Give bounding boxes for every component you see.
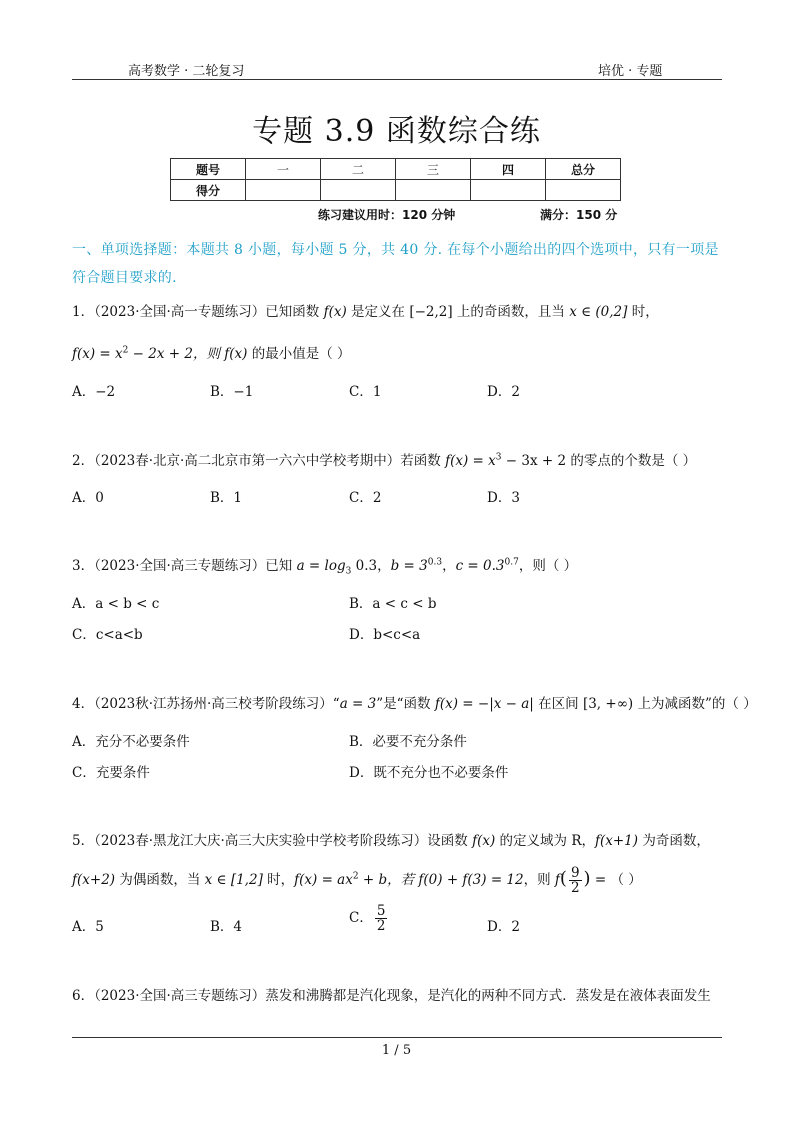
q5-option-c-label: C． <box>349 910 373 926</box>
q5-math: f <box>554 872 560 888</box>
q2-sup: 3 <box>495 452 502 463</box>
q1-math: x ∈ (0,2] <box>569 304 628 320</box>
q2-option-c[interactable]: C．2 <box>349 490 382 506</box>
q3-option-a[interactable]: A．a < b < c <box>72 596 160 612</box>
q1-option-c[interactable]: C．1 <box>349 384 382 400</box>
q3-math: b = 3 <box>390 558 428 574</box>
q5-option-c-fraction <box>375 904 388 933</box>
q4-text: 在区间 [3, +∞) 上为减函数”的（ ） <box>533 696 757 712</box>
q1-option-a[interactable]: A．−2 <box>72 384 116 400</box>
q4-text: 4．（2023秋·江苏扬州·高三校考阶段练习）“ <box>72 696 340 712</box>
header-rule <box>72 79 722 80</box>
q5-text: 的定义域为 R， <box>495 833 595 849</box>
q3-sub: 3 <box>345 566 352 577</box>
q5-paren: ) <box>583 868 591 889</box>
question-3 <box>72 554 577 577</box>
fraction-denominator: 2 <box>570 880 580 896</box>
header-left: 高考数学 · 二轮复习 <box>128 64 245 79</box>
q5-text: 时， <box>262 872 295 888</box>
question-1-line-2 <box>72 342 351 362</box>
fraction-numerator: 5 <box>376 903 386 919</box>
q5-text: 为奇函数， <box>638 833 710 849</box>
q4-option-c[interactable]: C．充要条件 <box>72 765 150 781</box>
q5-text: 5．（2023春·黑龙江大庆·高三大庆实验中学校考阶段练习）设函数 <box>72 833 473 849</box>
fraction-numerator: 9 <box>570 865 580 881</box>
q5-math: f(0) + f(3) = 12 <box>418 872 524 888</box>
q2-math: f(x) = x <box>445 453 496 469</box>
score-cell[interactable] <box>471 180 546 201</box>
q1-math: f(x) <box>224 346 248 362</box>
score-cell: 题号 <box>171 159 246 180</box>
q2-text: 2．（2023春·北京·高二北京市第一六六中学校考期中）若函数 <box>72 453 446 469</box>
q4-text: ”是“函数 <box>376 696 435 712</box>
score-cell: 一 <box>246 159 321 180</box>
q5-math: f(x+1) <box>594 833 639 849</box>
q5-sup: 2 <box>352 871 359 882</box>
q3-text: 3．（2023·全国·高三专题练习）已知 <box>72 558 297 574</box>
footer-rule <box>72 1037 722 1038</box>
score-cell: 三 <box>396 159 471 180</box>
q4-option-a[interactable]: A．充分不必要条件 <box>72 734 190 750</box>
q5-math: f(x) = ax <box>294 872 353 888</box>
q1-text: 是定义在 [−2,2] 上的奇函数，且当 <box>346 304 570 320</box>
q2-text: − 3x + 2 的零点的个数是（ ） <box>501 453 697 469</box>
q1-text: 时， <box>627 304 659 320</box>
score-table <box>170 158 621 201</box>
q3-option-d[interactable]: D．b<c<a <box>349 627 421 643</box>
score-cell: 二 <box>321 159 396 180</box>
q3-math: c = 0.3 <box>455 558 505 574</box>
q4-math: a = 3 <box>339 696 377 712</box>
question-5-line-1 <box>72 829 710 849</box>
score-cell[interactable] <box>321 180 396 201</box>
q1-math: f(x) <box>323 304 347 320</box>
section-heading: 一、单项选择题：本题共 8 小题，每小题 5 分，共 40 分. 在每个小题给出的四个选项中，只有一项是符合题目要求的. <box>72 242 719 286</box>
score-cell[interactable] <box>396 180 471 201</box>
q5-option-a[interactable]: A．5 <box>72 919 104 935</box>
score-note: 满分：150 分 <box>540 208 618 222</box>
q5-option-c[interactable] <box>349 904 389 933</box>
q2-option-b[interactable]: B．1 <box>210 490 243 506</box>
q5-text: = （ ） <box>590 872 642 888</box>
q3-math: a = log <box>296 558 346 574</box>
q3-sup: 0.3 <box>427 557 443 568</box>
q2-option-d[interactable]: D．3 <box>487 490 520 506</box>
score-table-header-row <box>171 159 621 180</box>
q5-text: 为偶函数，当 <box>115 872 205 888</box>
q5-option-b[interactable]: B．4 <box>210 919 243 935</box>
q5-math: f(x) <box>472 833 496 849</box>
score-cell[interactable] <box>246 180 321 201</box>
page-title: 专题 3.9 函数综合练 <box>252 114 541 149</box>
q1-math: f(x) = x <box>72 346 123 362</box>
q5-math: + b，若 <box>358 872 419 888</box>
question-2 <box>72 449 696 469</box>
q5-option-d[interactable]: D．2 <box>487 919 520 935</box>
q5-math: f(x+2) <box>72 872 116 888</box>
q1-text: 的最小值是（ ） <box>247 346 351 362</box>
header-right: 培优 · 专题 <box>598 64 663 79</box>
score-cell: 得分 <box>171 180 246 201</box>
q3-sup: 0.7 <box>504 557 519 568</box>
question-1-line-1 <box>72 300 659 320</box>
q4-math: f(x) = −|x − a| <box>434 696 534 712</box>
question-6: 6．（2023·全国·高三专题练习）蒸发和沸腾都是汽化现象，是汽化的两种不同方式．蒸发是在液体表面发生 <box>72 988 711 1004</box>
q4-option-d[interactable]: D．既不充分也不必要条件 <box>349 765 509 781</box>
q1-text: 1．（2023·全国·高一专题练习）已知函数 <box>72 304 324 320</box>
q2-option-a[interactable]: A．0 <box>72 490 104 506</box>
q3-text: ， <box>442 558 456 574</box>
q1-option-d[interactable]: D．2 <box>487 384 520 400</box>
question-5-line-2 <box>72 866 642 895</box>
q1-sup: 2 <box>122 345 129 356</box>
score-table-score-row <box>171 180 621 201</box>
q3-text: 0.3， <box>351 558 391 574</box>
q5-paren: ( <box>559 868 567 889</box>
score-cell: 总分 <box>546 159 621 180</box>
q5-text: ，则 <box>523 872 555 888</box>
q5-fraction <box>569 866 582 895</box>
q3-option-b[interactable]: B．a < c < b <box>349 596 437 612</box>
fraction-denominator: 2 <box>376 918 386 934</box>
score-cell: 四 <box>471 159 546 180</box>
q1-option-b[interactable]: B．−1 <box>210 384 254 400</box>
score-cell[interactable] <box>546 180 621 201</box>
q3-text: ，则（ ） <box>518 558 578 574</box>
page-number: 1 / 5 <box>381 1043 412 1058</box>
q5-math: x ∈ [1,2] <box>204 872 263 888</box>
question-4 <box>72 692 757 712</box>
q1-math: − 2x + 2，则 <box>128 346 225 362</box>
q4-option-b[interactable]: B．必要不充分条件 <box>349 734 467 750</box>
q3-option-c[interactable]: C．c<a<b <box>72 627 143 643</box>
time-note: 练习建议用时：120 分钟 <box>318 208 456 222</box>
